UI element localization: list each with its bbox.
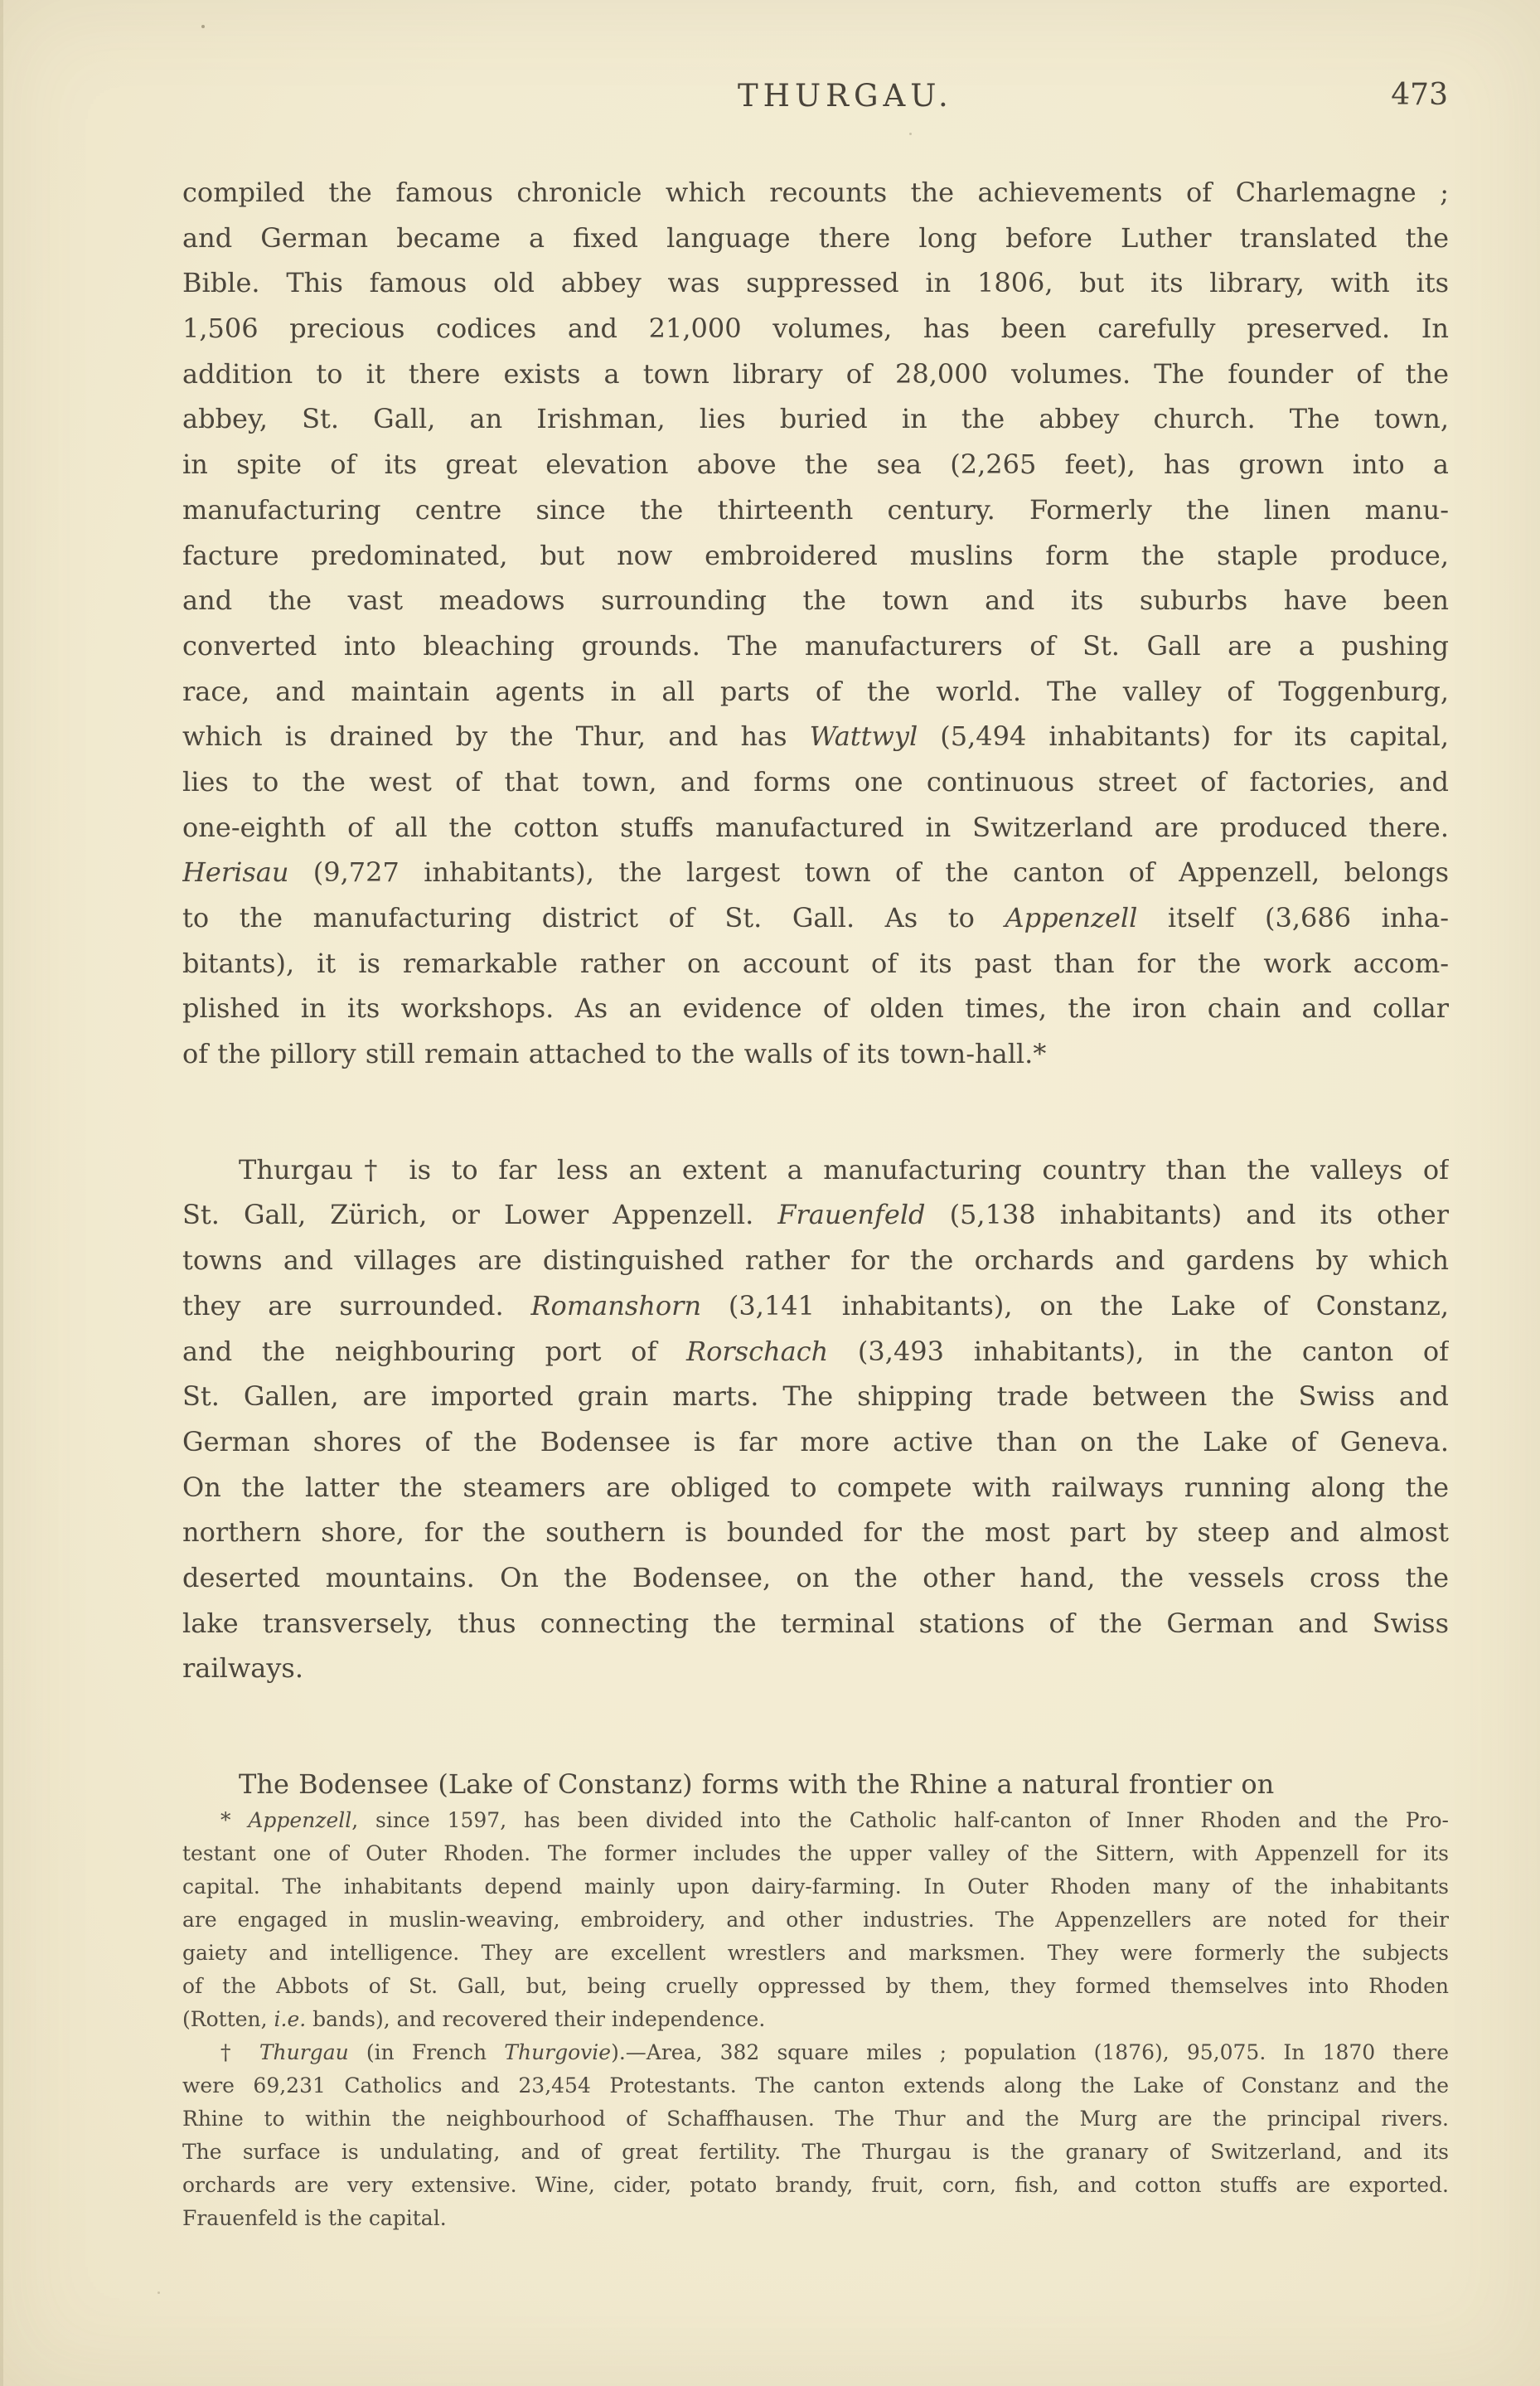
text-line <box>182 1646 1449 1691</box>
text-segment: and German became a fixed language there long before Luther translated the <box>182 221 1449 254</box>
footnotes <box>182 1804 1449 2235</box>
text-segment: of the Abbots of St. Gall, but, being cruelly oppressed by them, they formed themselves into Rhoden <box>182 1974 1449 1998</box>
text-line <box>182 2003 1449 2036</box>
text-line <box>182 1601 1449 1646</box>
text-segment: The Bodensee (Lake of Constanz) forms with the Rhine a natural frontier on <box>239 1768 1275 1800</box>
italic-text: Thurgau <box>259 2040 349 2064</box>
italic-text: Rorschach <box>686 1335 829 1367</box>
paragraph <box>182 170 1449 1077</box>
italic-text: Appenzell <box>248 1808 352 1832</box>
text-line <box>182 260 1449 306</box>
text-segment: 1,506 precious codices and 21,000 volumes, has been carefully preserved. In <box>182 313 1449 345</box>
text-segment: The surface is undulating, and of great fertility. The Thurgau is the granary of Switzerland, and its <box>182 2140 1449 2164</box>
page-number: 473 <box>1391 78 1448 112</box>
text-segment: bands), and recovered their independence. <box>306 2007 766 2031</box>
text-segment: German shores of the Bodensee is far more active than on the Lake of Geneva. <box>182 1425 1449 1457</box>
text-segment: bitants), it is remarkable rather on account of its past than for the work accom- <box>182 947 1449 979</box>
text-segment: (Rotten, <box>182 2007 274 2031</box>
text-segment: in spite of its great elevation above the sea (2,265 feet), has grown into a <box>182 449 1449 481</box>
text-line <box>182 1031 1449 1077</box>
text-line <box>182 1329 1449 1375</box>
text-line <box>182 2102 1449 2136</box>
text-segment: Bible. This famous old abbey was suppressed in 1806, but its library, with its <box>182 267 1449 299</box>
text-line <box>182 1374 1449 1419</box>
text-line <box>182 2136 1449 2169</box>
text-line <box>182 1510 1449 1555</box>
running-header <box>182 78 1448 118</box>
text-segment: railways. <box>182 1652 303 1685</box>
text-segment: northern shore, for the southern is bounded for the most part by steep and almost <box>182 1516 1449 1549</box>
text-line <box>182 352 1449 397</box>
text-segment: are engaged in muslin-weaving, embroidery, and other industries. The Appenzellers are noted for their <box>182 1908 1449 1932</box>
text-line <box>182 533 1449 579</box>
text-line <box>182 442 1449 487</box>
text-segment: facture predominated, but now embroidered muslins form the staple produce, <box>182 539 1449 571</box>
text-line <box>182 986 1449 1031</box>
text-segment: gaiety and intelligence. They are excellent wrestlers and marksmen. They were formerly the subjects <box>182 1941 1449 1965</box>
text-segment: which is drained by the Thur, and has <box>182 720 810 753</box>
text-segment: were 69,231 Catholics and 23,454 Protestants. The canton extends along the Lake of Constanz and the <box>182 2073 1449 2097</box>
text-line <box>182 1870 1449 1903</box>
text-line <box>182 1837 1449 1870</box>
text-segment: (3,493 inhabitants), in the canton of <box>828 1335 1449 1367</box>
text-segment: to the manufacturing district of St. Gall. As to <box>182 902 1005 934</box>
text-segment: converted into bleaching grounds. The manufacturers of St. Gall are a pushing <box>182 629 1449 662</box>
text-segment: ).—Area, 382 square miles ; population (1876), 95,075. In 1870 there <box>611 2040 1449 2064</box>
text-line <box>182 1555 1449 1601</box>
text-segment: St. Gall, Zürich, or Lower Appenzell. <box>182 1199 778 1231</box>
text-segment: Thurgau† is to far less an extent a manufacturing country than the valleys of <box>239 1153 1449 1186</box>
italic-text: Frauenfeld <box>777 1199 926 1231</box>
text-line <box>182 2202 1449 2235</box>
italic-text: Thurgovie <box>504 2040 612 2064</box>
text-segment: lake transversely, thus connecting the terminal stations of the German and Swiss <box>182 1607 1449 1639</box>
text-line <box>182 850 1449 895</box>
text-segment: of the pillory still remain attached to the walls of its town-hall.* <box>182 1038 1047 1070</box>
text-line <box>182 714 1449 759</box>
paragraph <box>182 1762 1449 1807</box>
text-segment: and the vast meadows surrounding the town and its suburbs have been <box>182 584 1449 617</box>
text-segment: , since 1597, has been divided into the Catholic half-canton of Inner Rhoden and the Pro- <box>351 1808 1449 1832</box>
text-line <box>182 1762 1449 1807</box>
text-line <box>182 623 1449 669</box>
text-line <box>182 1804 1449 1837</box>
text-segment: race, and maintain agents in all parts of the world. The valley of Toggenburg, <box>182 675 1449 707</box>
paragraph <box>182 1804 1449 2036</box>
text-line <box>182 1283 1449 1329</box>
text-segment: (3,141 inhabitants), on the Lake of Constanz, <box>701 1289 1449 1322</box>
text-segment: Rhine to within the neighbourhood of Schaffhausen. The Thur and the Murg are the principal rivers. <box>182 2107 1449 2131</box>
text-segment: deserted mountains. On the Bodensee, on the other hand, the vessels cross the <box>182 1561 1449 1593</box>
text-line <box>182 895 1449 941</box>
italic-text: i.e. <box>274 2007 307 2031</box>
text-line <box>182 1192 1449 1238</box>
text-line <box>182 396 1449 442</box>
italic-text: Herisau <box>182 856 289 889</box>
text-segment: capital. The inhabitants depend mainly upon dairy-farming. In Outer Rhoden many of the inhabitants <box>182 1874 1449 1899</box>
paragraph <box>182 1147 1449 1691</box>
text-line <box>182 805 1449 851</box>
text-line <box>182 941 1449 987</box>
text-segment: Frauenfeld is the capital. <box>182 2206 447 2230</box>
text-line <box>182 669 1449 715</box>
text-line <box>182 2069 1449 2102</box>
text-segment: St. Gallen, are imported grain marts. The shipping trade between the Swiss and <box>182 1380 1449 1413</box>
body-text <box>182 170 1449 1807</box>
text-line <box>182 1465 1449 1511</box>
text-segment: * <box>220 1808 249 1832</box>
text-segment: On the latter the steamers are obliged to compete with railways running along the <box>182 1471 1449 1503</box>
text-segment: manufacturing centre since the thirteenth century. Formerly the linen manu- <box>182 493 1449 526</box>
italic-text: Romanshorn <box>530 1289 702 1322</box>
text-line <box>182 306 1449 352</box>
scan-speck <box>909 133 912 135</box>
text-segment: (5,138 inhabitants) and its other <box>925 1199 1449 1231</box>
italic-text: Wattwyl <box>809 720 918 753</box>
text-segment: compiled the famous chronicle which recounts the achievements of Charlemagne ; <box>182 177 1449 208</box>
italic-text: Appenzell <box>1005 902 1138 934</box>
text-segment: abbey, St. Gall, an Irishman, lies buried in the abbey church. The town, <box>182 403 1449 435</box>
text-line <box>182 2036 1449 2069</box>
text-segment: itself (3,686 inha- <box>1137 902 1449 934</box>
text-segment: (5,494 inhabitants) for its capital, <box>918 720 1449 753</box>
text-line <box>182 578 1449 623</box>
text-line <box>182 759 1449 805</box>
text-line <box>182 216 1449 261</box>
text-segment: they are surrounded. <box>182 1289 531 1322</box>
paragraph <box>182 2036 1449 2235</box>
text-segment: towns and villages are distinguished rather for the orchards and gardens by which <box>182 1244 1449 1277</box>
text-segment: (in French <box>348 2040 505 2064</box>
text-segment: † <box>220 2040 259 2064</box>
text-segment: addition to it there exists a town library of 28,000 volumes. The founder of the <box>182 357 1449 390</box>
scan-speck <box>201 25 205 28</box>
text-segment: orchards are very extensive. Wine, cider, potato brandy, fruit, corn, fish, and cotton stuffs are exported. <box>182 2173 1449 2197</box>
text-segment: and the neighbouring port of <box>182 1335 686 1367</box>
text-line <box>182 487 1449 533</box>
text-segment: plished in its workshops. As an evidence of olden times, the iron chain and collar <box>182 992 1449 1025</box>
text-segment: one-eighth of all the cotton stuffs manufactured in Switzerland are produced there. <box>182 811 1449 843</box>
scan-speck <box>157 2291 160 2294</box>
text-line <box>182 1147 1449 1193</box>
text-line <box>182 1970 1449 2003</box>
text-line <box>182 1238 1449 1283</box>
text-line <box>182 1903 1449 1937</box>
text-line <box>182 2169 1449 2202</box>
text-segment: testant one of Outer Rhoden. The former includes the upper valley of the Sittern, with Appenzell for its <box>182 1841 1449 1865</box>
text-line <box>182 170 1449 216</box>
text-segment: lies to the west of that town, and forms one continuous street of factories, and <box>182 765 1449 798</box>
text-line <box>182 1419 1449 1465</box>
text-line <box>182 1937 1449 1970</box>
text-segment: (9,727 inhabitants), the largest town of the canton of Appenzell, belongs <box>288 856 1449 889</box>
page-title: THURGAU. <box>738 78 953 114</box>
